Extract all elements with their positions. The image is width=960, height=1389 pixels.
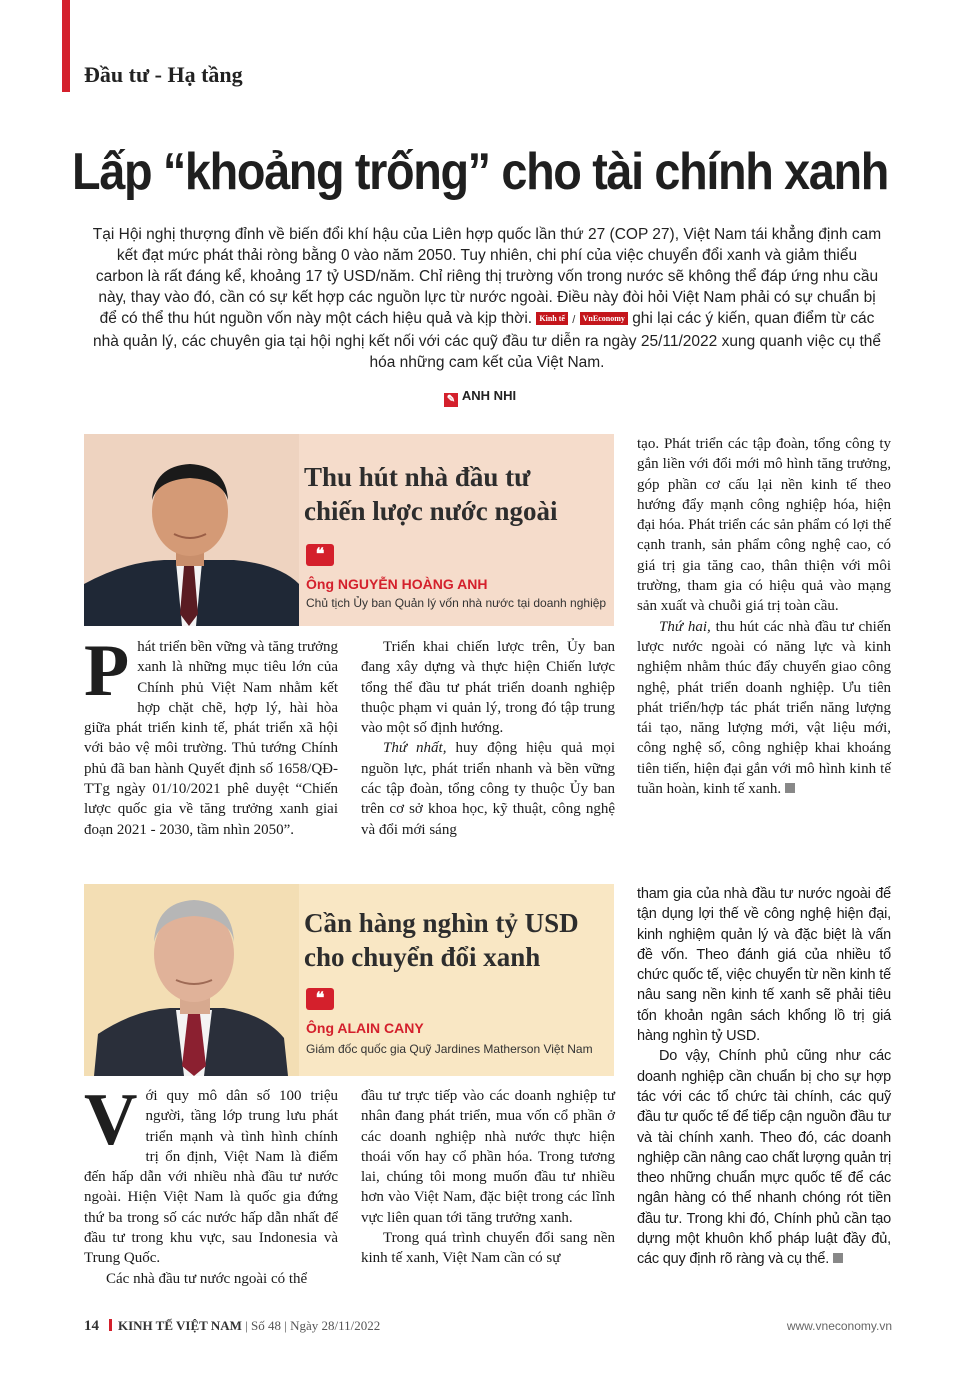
profile-title-line1: Thu hút nhà đầu tư (304, 462, 531, 492)
byline-author: ANH NHI (461, 388, 517, 403)
profile-title (304, 460, 558, 528)
article2-col2-p2: Trong quá trình chuyển đổi sang nền kinh tế xanh, Việt Nam cần có sự (361, 1230, 615, 1267)
article2-column1 (84, 1079, 338, 1291)
lead-text-before: Tại Hội nghị thượng đỉnh về biến đổi khí hậu của Liên hợp quốc lần thứ 27 (COP 27), Việt Nam tái khẳng định cam kết đạt mức phát thải ròng bằng 0 vào năm 2050. Tuy nhiên, chi phí của việc chuyển đổi xanh và giảm thiểu carbon là rất đáng kể, khoảng 17 tỷ USD/năm. Chỉ riêng thị trường vốn trong nước sẽ không thể đáp ứng nhu cầu này, thay vào đó, cần có sự kết hợp các nguồn lực từ nước ngoài. Điều này đòi hỏi Việt Nam phải có sự chuẩn bị để có thể thu hút nguồn vốn này một cách hiệu quả và kịp thời. (92, 226, 882, 327)
profile-box-alain-cany (84, 884, 614, 1076)
article2-col2-p1: đầu tư trực tiếp vào các doanh nghiệp tư nhân đang phát triển, mua vốn cổ phần ở các doanh nghiệp nhà nước thực hiện thoái vốn hay cổ phần hóa. Trong tương lai, chúng tôi mong muốn đầu tư nhiều hơn vào Việt Nam, đặc biệt trong các lĩnh vực liên quan tới tăng trưởng xanh. (361, 1088, 615, 1226)
lead-paragraph (92, 224, 882, 373)
footer-divider: | (284, 1318, 291, 1333)
profile-role: Giám đốc quốc gia Quỹ Jardines Matherson Việt Nam (306, 1042, 593, 1056)
article2-col1-p2: Các nhà đầu tư nước ngoài có thể (106, 1270, 308, 1287)
article2-col3-p1: tham gia của nhà đầu tư nước ngoài để tận dụng lợi thế về công nghệ hiện đại, kinh nghiệm quản lý và đặc biệt là vấn đề vốn. Theo đánh giá của nhiều tổ chức quốc tế, việc chuyển từ nền kinh tế nâu sang nền kinh tế xanh sẽ phải tiêu tốn khoản ngân sách khổng lồ trị giá hàng nghìn tỷ USD. (637, 886, 891, 1045)
profile-title (304, 906, 579, 974)
quote-mark-icon: ❝ (306, 988, 334, 1010)
kinh-te-logo: Kinh tế (536, 312, 568, 325)
article2-column2 (361, 1086, 615, 1291)
article1-column3 (637, 434, 891, 864)
vneconomy-logo: VnEconomy (580, 312, 628, 325)
lead-text-after: ghi lại các ý kiến, quan điểm từ các nhà quản lý, các chuyên gia tại hội nghị kết nối với các quỹ đầu tư diễn ra ngày 25/11/2022 xung quanh việc cụ thể hóa những cam kết của Việt Nam. (92, 310, 882, 371)
profile-name: Ông ALAIN CANY (306, 1020, 424, 1036)
article2-column3 (637, 884, 891, 1294)
page-footer (84, 1318, 892, 1335)
article2-col1-text: ới quy mô dân số 100 triệu người, tầng lớp trung lưu phát triển mạnh và tình hình chính trị ổn định, Việt Nam là điểm đến hấp dẫn với nhiều nhà đầu tư nước ngoài. Hiện Việt Nam là quốc gia đứng thứ ba trong số các nước hấp dẫn nhất để đầu tư trong khu vực, sau Indonesia và Trung Quốc. (84, 1088, 338, 1267)
page-number: 14 (84, 1318, 99, 1334)
article1-col1-text: hát triển bền vững và tăng trưởng xanh là những mục tiêu lớn của Chính phủ Việt Nam nhằm kết hợp chặt chẽ, hợp lý, hài hòa giữa phát triển kinh tế, phát triển xã hội với bảo vệ môi trường. Thủ tướng Chính phủ đã ban hành Quyết định số 1658/QĐ-TTg ngày 01/10/2021 phê duyệt “Chiến lược quốc gia về tăng trưởng xanh giai đoạn 2021 - 2030, tầm nhìn 2050”. (84, 639, 339, 838)
profile-title-line2: chiến lược nước ngoài (304, 496, 558, 526)
dropcap: P (84, 630, 130, 712)
profile-title-line2: cho chuyển đổi xanh (304, 942, 541, 972)
quote-mark-icon: ❝ (306, 544, 334, 566)
end-mark-icon (785, 783, 795, 793)
dropcap: V (84, 1079, 138, 1161)
article1-col2-p2: huy động hiệu quả mọi nguồn lực, phát triển nhanh và bền vững các tập đoàn, tổng công ty thuộc Ủy ban trên cơ sở khoa học, kỹ thuật, công nghệ và đổi mới sáng (361, 740, 615, 838)
magazine-name: KINH TẾ VIỆT NAM (118, 1318, 242, 1333)
profile-role: Chủ tịch Ủy ban Quản lý vốn nhà nước tại doanh nghiệp (306, 596, 607, 610)
profile-title-line1: Cần hàng nghìn tỷ USD (304, 908, 579, 938)
byline (0, 388, 960, 407)
article2-col3-p2: Do vậy, Chính phủ cũng như các doanh nghiệp cần chuẩn bị cho sự hợp tác với các tổ chức tài chính, các quỹ đầu tư quốc tế để tiếp cận nguồn đầu tư và tài chính xanh. Theo đó, các doanh nghiệp cần nâng cao chất lượng quản trị theo những chuẩn mực quốc tế để các ngân hàng có thể nhanh chóng rót tiền đầu tư. Trong khi đó, Chính phủ cần tạo dựng một khuôn khổ pháp luật đầy đủ, các quy định rõ ràng và cụ thể. (637, 1048, 891, 1268)
profile-box-nguyen-hoang-anh (84, 434, 614, 626)
logo-separator: / (572, 314, 576, 326)
article1-column2 (361, 637, 615, 867)
pen-icon: ✎ (444, 393, 458, 407)
article1-col2-em: Thứ nhất, (383, 740, 447, 757)
headline: Lấp “khoảng trống” cho tài chính xanh (72, 143, 888, 201)
website-url: www.vneconomy.vn (786, 1319, 892, 1333)
portrait-nguyen-hoang-anh (84, 434, 299, 626)
article1-col3-p1: tạo. Phát triển các tập đoàn, tổng công ty gắn liền với đổi mới mô hình tăng trưởng, góp phần cơ cấu lại nền kinh tế theo hướng đẩy mạnh công nghiệp hóa, hiện đại hóa. Phát triển các sản phẩm có lợi thế cạnh tranh, sản phẩm công nghệ cao, có giá trị gia tăng cao, thân thiện với môi trường, tham gia có hiệu quả vào mạng sản xuất và chuỗi giá trị toàn cầu. (637, 436, 891, 615)
article1-col2-p1: Triển khai chiến lược trên, Ủy ban đang xây dựng và thực hiện Chiến lược tổng thể đầu tư phát triển doanh nghiệp thuộc phạm vi quản lý, trong đó tập trung vào một số định hướng. (361, 639, 615, 737)
footer-divider: | (245, 1318, 252, 1333)
end-mark-icon (833, 1253, 843, 1263)
portrait-alain-cany (84, 884, 299, 1076)
issue-date: Ngày 28/11/2022 (290, 1318, 381, 1333)
article1-col3-em: Thứ hai, (659, 618, 711, 635)
issue-number: Số 48 (251, 1318, 281, 1333)
section-red-tab (62, 0, 70, 92)
footer-red-bar (109, 1319, 112, 1331)
article1-col3-p2: thu hút các nhà đầu tư chiến lược nước ngoài có năng lực và kinh nghiệm nhằm thúc đẩy chuyển giao công nghệ, phát triển doanh nghiệp. Ưu tiên phát triển/hợp tác phát triển năng lượng tái tạo, năng lượng mới, vật liệu mới, công nghệ số, công nghiệp khai khoáng tiên tiến, hiện đại gắn với mô hình kinh tế tuần hoàn, kinh tế xanh. (637, 618, 892, 798)
article1-column1 (84, 630, 339, 867)
profile-name: Ông NGUYỄN HOÀNG ANH (306, 576, 488, 592)
section-label: Đầu tư - Hạ tầng (84, 62, 243, 87)
